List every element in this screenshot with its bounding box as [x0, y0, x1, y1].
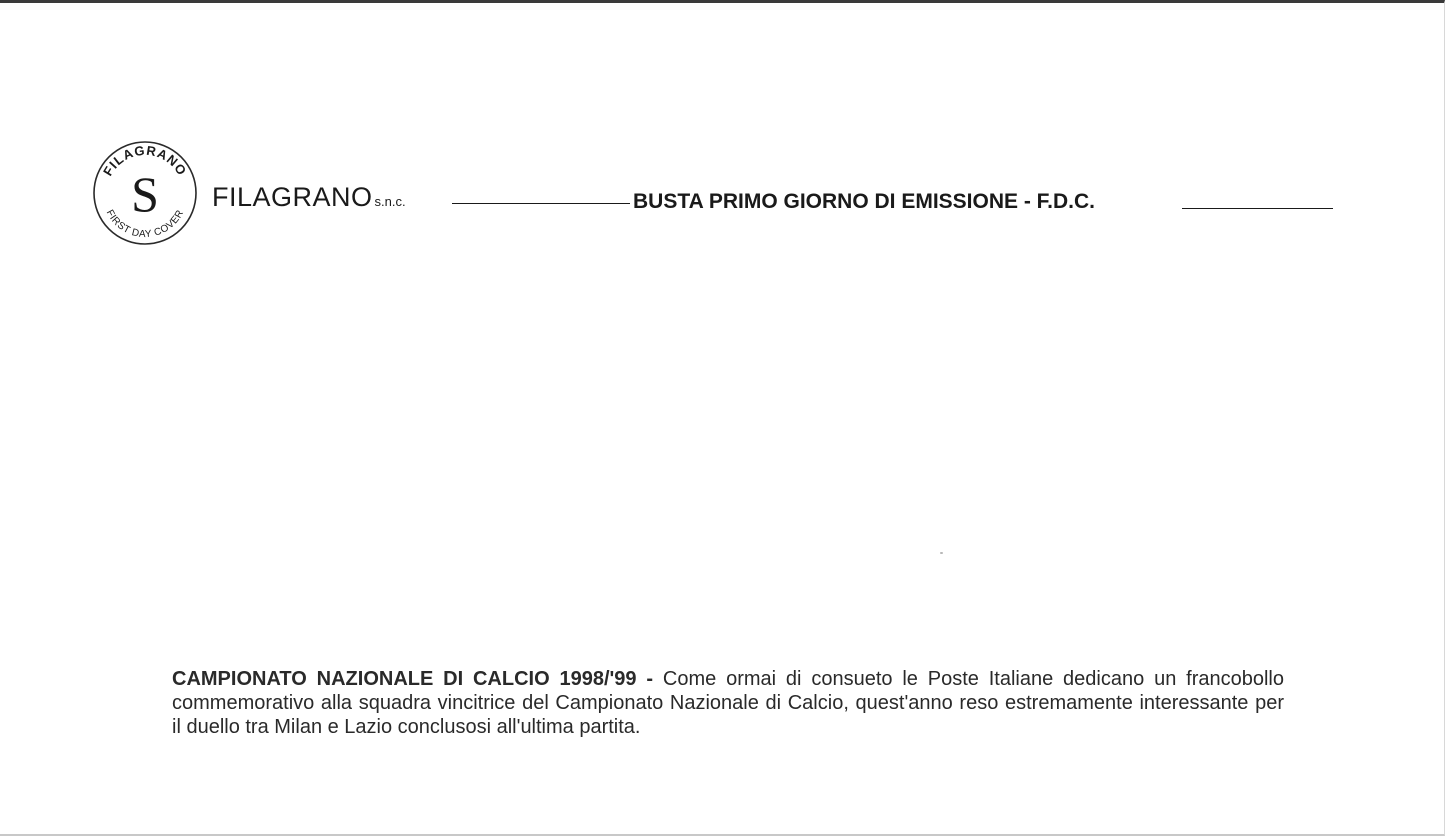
- seal-monogram: S: [131, 166, 159, 222]
- brand-suffix: s.n.c.: [374, 194, 406, 209]
- paper-speck: [940, 552, 943, 554]
- seal-ring-top-text: FILAGRANO: [100, 142, 190, 179]
- header-rule-right: [1182, 208, 1333, 209]
- fdc-title: BUSTA PRIMO GIORNO DI EMISSIONE - F.D.C.: [633, 190, 1096, 213]
- description-paragraph: [172, 667, 1284, 739]
- description-body: Come ormai di consueto le Poste Italiane dedicano un francobollo commemorativo alla squadra vincitrice del Campionato Nazionale di Calcio, quest'anno reso estremamente interessante per il duello tra Milan e Lazio conclusosi all'ultima partita.: [172, 668, 1284, 738]
- description-heading: CAMPIONATO NAZIONALE DI CALCIO 1998/'99 -: [172, 668, 654, 690]
- seal-ring-bottom-text: FIRST DAY COVER: [103, 208, 187, 241]
- brand-name: FILAGRANO: [212, 182, 373, 212]
- filagrano-seal-logo: [91, 139, 199, 247]
- header-rule-left: [452, 203, 630, 204]
- brand-line: [212, 182, 406, 213]
